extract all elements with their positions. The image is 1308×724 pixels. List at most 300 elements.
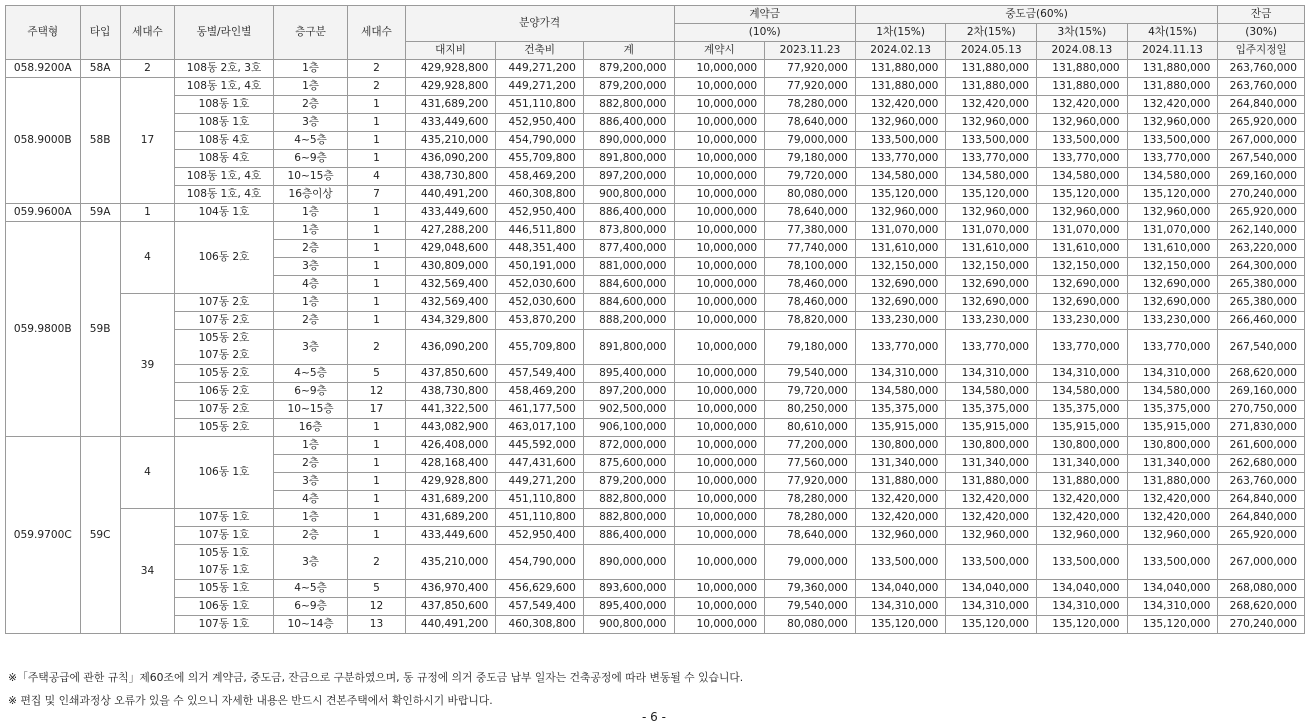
cell-m4: 134,040,000 — [1127, 580, 1218, 598]
cell-units: 2 — [348, 330, 405, 365]
cell-m1: 134,580,000 — [855, 383, 946, 401]
cell-build: 455,709,800 — [496, 150, 584, 168]
cell-units: 1 — [348, 509, 405, 527]
header-land: 대지비 — [405, 42, 496, 60]
cell-m3: 132,960,000 — [1037, 527, 1128, 545]
cell-land: 429,928,800 — [405, 78, 496, 96]
cell-total: 877,400,000 — [583, 240, 674, 258]
cell-contract-2: 80,080,000 — [765, 616, 856, 634]
cell-build: 450,191,000 — [496, 258, 584, 276]
cell-land: 437,850,600 — [405, 365, 496, 383]
cell-m4: 134,310,000 — [1127, 598, 1218, 616]
cell-balance: 268,620,000 — [1218, 598, 1305, 616]
cell-contract-2: 77,920,000 — [765, 473, 856, 491]
cell-m3: 132,420,000 — [1037, 509, 1128, 527]
cell-contract-2: 77,200,000 — [765, 437, 856, 455]
cell-building-line — [175, 330, 274, 365]
cell-contract: 10,000,000 — [674, 580, 765, 598]
header-balance-label: 잔금 — [1218, 6, 1305, 24]
cell-type: 59B — [80, 222, 120, 437]
cell-units: 12 — [348, 383, 405, 401]
cell-total: 902,500,000 — [583, 401, 674, 419]
table-row — [6, 365, 1305, 383]
header-housing-type: 주택형 — [6, 6, 81, 60]
cell-building-line: 107동 1호 — [175, 616, 274, 634]
cell-units: 1 — [348, 527, 405, 545]
cell-housing-type: 059.9700C — [6, 437, 81, 634]
table-row — [6, 78, 1305, 96]
cell-units: 13 — [348, 616, 405, 634]
cell-m1: 132,420,000 — [855, 96, 946, 114]
cell-building-line: 105동 2호 — [175, 419, 274, 437]
cell-m1: 131,880,000 — [855, 78, 946, 96]
cell-m1: 133,500,000 — [855, 545, 946, 580]
cell-m3: 135,120,000 — [1037, 616, 1128, 634]
table-row — [6, 545, 1305, 580]
cell-contract: 10,000,000 — [674, 330, 765, 365]
cell-units: 2 — [348, 78, 405, 96]
cell-build: 460,308,800 — [496, 616, 584, 634]
cell-m4: 132,420,000 — [1127, 96, 1218, 114]
cell-households: 4 — [120, 437, 174, 509]
cell-m4: 132,960,000 — [1127, 204, 1218, 222]
header-balance-date: 입주지정일 — [1218, 42, 1305, 60]
cell-contract: 10,000,000 — [674, 78, 765, 96]
cell-contract: 10,000,000 — [674, 168, 765, 186]
cell-build: 457,549,400 — [496, 598, 584, 616]
cell-floor: 1층 — [273, 222, 348, 240]
cell-total: 875,600,000 — [583, 455, 674, 473]
cell-m3: 133,770,000 — [1037, 150, 1128, 168]
cell-land: 432,569,400 — [405, 276, 496, 294]
cell-contract-2: 79,540,000 — [765, 365, 856, 383]
cell-m1: 133,770,000 — [855, 150, 946, 168]
cell-m2: 134,310,000 — [946, 365, 1037, 383]
cell-contract: 10,000,000 — [674, 545, 765, 580]
cell-balance: 267,540,000 — [1218, 330, 1305, 365]
cell-m3: 131,610,000 — [1037, 240, 1128, 258]
cell-floor: 10~15층 — [273, 168, 348, 186]
cell-units: 4 — [348, 168, 405, 186]
cell-build: 452,030,600 — [496, 294, 584, 312]
cell-total: 893,600,000 — [583, 580, 674, 598]
cell-m2: 132,420,000 — [946, 491, 1037, 509]
cell-contract: 10,000,000 — [674, 114, 765, 132]
cell-balance: 264,840,000 — [1218, 96, 1305, 114]
cell-m3: 134,040,000 — [1037, 580, 1128, 598]
cell-units: 1 — [348, 473, 405, 491]
cell-total: 906,100,000 — [583, 419, 674, 437]
cell-contract-2: 78,280,000 — [765, 509, 856, 527]
cell-build: 456,629,600 — [496, 580, 584, 598]
cell-floor: 6~9층 — [273, 383, 348, 401]
cell-m2: 132,960,000 — [946, 114, 1037, 132]
cell-contract-2: 79,720,000 — [765, 383, 856, 401]
cell-land: 435,210,000 — [405, 545, 496, 580]
cell-building-line: 108동 2호, 3호 — [175, 60, 274, 78]
cell-floor: 1층 — [273, 60, 348, 78]
cell-land: 437,850,600 — [405, 598, 496, 616]
cell-m1: 131,070,000 — [855, 222, 946, 240]
cell-land: 426,408,000 — [405, 437, 496, 455]
cell-contract: 10,000,000 — [674, 383, 765, 401]
cell-m3: 134,580,000 — [1037, 383, 1128, 401]
cell-m1: 135,120,000 — [855, 186, 946, 204]
cell-contract-2: 80,250,000 — [765, 401, 856, 419]
cell-build: 447,431,600 — [496, 455, 584, 473]
cell-total: 891,800,000 — [583, 150, 674, 168]
cell-contract: 10,000,000 — [674, 96, 765, 114]
cell-build: 452,950,400 — [496, 114, 584, 132]
table-row — [6, 96, 1305, 114]
cell-balance: 270,750,000 — [1218, 401, 1305, 419]
cell-m3: 134,580,000 — [1037, 168, 1128, 186]
cell-building-line: 106동 1호 — [175, 437, 274, 509]
building-line-item: 105동 2호 — [198, 332, 250, 344]
cell-land: 436,090,200 — [405, 150, 496, 168]
cell-units: 2 — [348, 545, 405, 580]
cell-building-line: 108동 1호, 4호 — [175, 168, 274, 186]
cell-contract: 10,000,000 — [674, 473, 765, 491]
cell-floor: 10~15층 — [273, 401, 348, 419]
table-row — [6, 383, 1305, 401]
cell-land: 441,322,500 — [405, 401, 496, 419]
cell-m1: 132,960,000 — [855, 527, 946, 545]
cell-contract-2: 78,820,000 — [765, 312, 856, 330]
header-floor-group: 층구분 — [273, 6, 348, 60]
cell-households: 17 — [120, 78, 174, 204]
cell-contract: 10,000,000 — [674, 419, 765, 437]
cell-contract-2: 78,640,000 — [765, 527, 856, 545]
cell-m1: 131,610,000 — [855, 240, 946, 258]
cell-balance: 266,460,000 — [1218, 312, 1305, 330]
cell-balance: 270,240,000 — [1218, 616, 1305, 634]
cell-m2: 132,960,000 — [946, 527, 1037, 545]
cell-land: 430,809,000 — [405, 258, 496, 276]
cell-m1: 134,040,000 — [855, 580, 946, 598]
cell-building-line: 107동 1호 — [175, 527, 274, 545]
cell-units: 1 — [348, 294, 405, 312]
header-contract-pct: (10%) — [674, 24, 855, 42]
cell-balance: 263,760,000 — [1218, 473, 1305, 491]
cell-m3: 135,120,000 — [1037, 186, 1128, 204]
cell-floor: 1층 — [273, 509, 348, 527]
cell-balance: 262,140,000 — [1218, 222, 1305, 240]
cell-build: 449,271,200 — [496, 78, 584, 96]
cell-contract: 10,000,000 — [674, 509, 765, 527]
cell-build: 446,511,800 — [496, 222, 584, 240]
cell-m2: 131,880,000 — [946, 78, 1037, 96]
cell-contract: 10,000,000 — [674, 598, 765, 616]
cell-m4: 132,420,000 — [1127, 509, 1218, 527]
cell-contract-2: 80,080,000 — [765, 186, 856, 204]
cell-units: 7 — [348, 186, 405, 204]
cell-floor: 3층 — [273, 545, 348, 580]
cell-units: 1 — [348, 491, 405, 509]
cell-m2: 135,915,000 — [946, 419, 1037, 437]
cell-units: 1 — [348, 222, 405, 240]
cell-floor: 4층 — [273, 491, 348, 509]
cell-units: 1 — [348, 150, 405, 168]
table-row — [6, 204, 1305, 222]
cell-land: 429,928,800 — [405, 473, 496, 491]
cell-build: 452,030,600 — [496, 276, 584, 294]
cell-units: 1 — [348, 96, 405, 114]
cell-total: 872,000,000 — [583, 437, 674, 455]
cell-floor: 4~5층 — [273, 132, 348, 150]
cell-contract: 10,000,000 — [674, 258, 765, 276]
cell-m1: 132,420,000 — [855, 491, 946, 509]
cell-m2: 132,690,000 — [946, 276, 1037, 294]
cell-contract-2: 78,460,000 — [765, 276, 856, 294]
cell-units: 1 — [348, 276, 405, 294]
cell-m4: 131,880,000 — [1127, 60, 1218, 78]
header-m1-date: 2024.02.13 — [855, 42, 946, 60]
cell-m4: 132,690,000 — [1127, 294, 1218, 312]
header-balance-pct: (30%) — [1218, 24, 1305, 42]
cell-total: 879,200,000 — [583, 473, 674, 491]
cell-floor: 1층 — [273, 78, 348, 96]
cell-m1: 132,420,000 — [855, 509, 946, 527]
cell-households: 39 — [120, 294, 174, 437]
cell-m4: 134,310,000 — [1127, 365, 1218, 383]
cell-contract: 10,000,000 — [674, 204, 765, 222]
cell-m2: 132,690,000 — [946, 294, 1037, 312]
cell-contract: 10,000,000 — [674, 186, 765, 204]
cell-build: 451,110,800 — [496, 509, 584, 527]
cell-build: 454,790,000 — [496, 545, 584, 580]
cell-m3: 132,420,000 — [1037, 96, 1128, 114]
cell-m4: 132,690,000 — [1127, 276, 1218, 294]
cell-m4: 131,880,000 — [1127, 473, 1218, 491]
cell-m2: 134,580,000 — [946, 383, 1037, 401]
table-row — [6, 168, 1305, 186]
cell-build: 457,549,400 — [496, 365, 584, 383]
table-row — [6, 330, 1305, 365]
building-line-item: 107동 2호 — [198, 349, 250, 361]
cell-land: 438,730,800 — [405, 383, 496, 401]
cell-balance: 268,080,000 — [1218, 580, 1305, 598]
cell-m2: 135,120,000 — [946, 186, 1037, 204]
header-households: 세대수 — [120, 6, 174, 60]
table-row — [6, 150, 1305, 168]
cell-m2: 134,580,000 — [946, 168, 1037, 186]
cell-m2: 133,770,000 — [946, 150, 1037, 168]
cell-total: 882,800,000 — [583, 509, 674, 527]
table-row — [6, 527, 1305, 545]
cell-m4: 134,580,000 — [1127, 168, 1218, 186]
cell-m1: 131,880,000 — [855, 60, 946, 78]
cell-land: 429,048,600 — [405, 240, 496, 258]
cell-contract-2: 78,100,000 — [765, 258, 856, 276]
header-middle-label: 중도금(60%) — [855, 6, 1218, 24]
cell-floor: 3층 — [273, 258, 348, 276]
cell-floor: 1층 — [273, 204, 348, 222]
cell-units: 1 — [348, 114, 405, 132]
cell-m2: 132,420,000 — [946, 96, 1037, 114]
cell-m4: 132,420,000 — [1127, 491, 1218, 509]
cell-contract: 10,000,000 — [674, 455, 765, 473]
cell-contract-2: 77,380,000 — [765, 222, 856, 240]
cell-floor: 16층이상 — [273, 186, 348, 204]
cell-building-line: 108동 4호 — [175, 150, 274, 168]
header-building-line: 동별/라인별 — [175, 6, 274, 60]
cell-balance: 263,760,000 — [1218, 78, 1305, 96]
cell-m2: 131,070,000 — [946, 222, 1037, 240]
cell-building-line: 107동 2호 — [175, 294, 274, 312]
cell-m1: 133,230,000 — [855, 312, 946, 330]
cell-contract-2: 77,920,000 — [765, 78, 856, 96]
cell-contract: 10,000,000 — [674, 276, 765, 294]
cell-build: 460,308,800 — [496, 186, 584, 204]
table-row — [6, 186, 1305, 204]
cell-balance: 261,600,000 — [1218, 437, 1305, 455]
table-row — [6, 580, 1305, 598]
table-row — [6, 60, 1305, 78]
cell-units: 5 — [348, 365, 405, 383]
header-m2-date: 2024.05.13 — [946, 42, 1037, 60]
cell-m4: 134,580,000 — [1127, 383, 1218, 401]
cell-floor: 2층 — [273, 240, 348, 258]
cell-m4: 132,150,000 — [1127, 258, 1218, 276]
table-row — [6, 222, 1305, 240]
footnote-rule: ※「주택공급에 관한 규칙」제60조에 의거 계약금, 중도금, 잔금으로 구분하였으며, 동 규정에 의거 중도금 납부 일자는 건축공정에 따라 변동될 수 있습니다. — [8, 671, 744, 684]
cell-m4: 132,960,000 — [1127, 114, 1218, 132]
cell-total: 881,000,000 — [583, 258, 674, 276]
cell-build: 452,950,400 — [496, 204, 584, 222]
cell-contract: 10,000,000 — [674, 527, 765, 545]
cell-land: 431,689,200 — [405, 491, 496, 509]
cell-floor: 3층 — [273, 473, 348, 491]
cell-m3: 132,150,000 — [1037, 258, 1128, 276]
header-households2: 세대수 — [348, 6, 405, 60]
cell-contract-2: 80,610,000 — [765, 419, 856, 437]
header-m3-date: 2024.08.13 — [1037, 42, 1128, 60]
cell-m3: 133,230,000 — [1037, 312, 1128, 330]
cell-total: 890,000,000 — [583, 545, 674, 580]
cell-contract: 10,000,000 — [674, 222, 765, 240]
cell-total: 895,400,000 — [583, 365, 674, 383]
cell-households: 1 — [120, 204, 174, 222]
cell-total: 897,200,000 — [583, 168, 674, 186]
cell-land: 440,491,200 — [405, 616, 496, 634]
cell-m4: 130,800,000 — [1127, 437, 1218, 455]
header-m3: 3차(15%) — [1037, 24, 1128, 42]
cell-balance: 267,540,000 — [1218, 150, 1305, 168]
cell-units: 1 — [348, 312, 405, 330]
cell-contract: 10,000,000 — [674, 365, 765, 383]
cell-m4: 131,070,000 — [1127, 222, 1218, 240]
cell-floor: 2층 — [273, 527, 348, 545]
cell-contract: 10,000,000 — [674, 60, 765, 78]
cell-build: 455,709,800 — [496, 330, 584, 365]
cell-m3: 131,880,000 — [1037, 60, 1128, 78]
cell-balance: 267,000,000 — [1218, 545, 1305, 580]
cell-m3: 133,500,000 — [1037, 132, 1128, 150]
cell-m2: 135,375,000 — [946, 401, 1037, 419]
cell-housing-type: 059.9600A — [6, 204, 81, 222]
cell-contract: 10,000,000 — [674, 616, 765, 634]
cell-contract: 10,000,000 — [674, 150, 765, 168]
cell-build: 451,110,800 — [496, 491, 584, 509]
cell-total: 884,600,000 — [583, 294, 674, 312]
cell-total: 886,400,000 — [583, 204, 674, 222]
cell-m4: 131,880,000 — [1127, 78, 1218, 96]
cell-build: 461,177,500 — [496, 401, 584, 419]
cell-land: 429,928,800 — [405, 60, 496, 78]
cell-floor: 1층 — [273, 437, 348, 455]
cell-m1: 133,500,000 — [855, 132, 946, 150]
cell-households: 34 — [120, 509, 174, 634]
cell-balance: 265,380,000 — [1218, 294, 1305, 312]
cell-build: 449,271,200 — [496, 473, 584, 491]
cell-m2: 131,340,000 — [946, 455, 1037, 473]
cell-build: 449,271,200 — [496, 60, 584, 78]
cell-m3: 134,310,000 — [1037, 365, 1128, 383]
cell-units: 1 — [348, 240, 405, 258]
cell-contract-2: 78,280,000 — [765, 96, 856, 114]
cell-m4: 133,500,000 — [1127, 545, 1218, 580]
cell-m1: 135,915,000 — [855, 419, 946, 437]
cell-m3: 130,800,000 — [1037, 437, 1128, 455]
cell-floor: 6~9층 — [273, 598, 348, 616]
sale-price-table — [5, 5, 1305, 634]
cell-m1: 135,120,000 — [855, 616, 946, 634]
cell-contract: 10,000,000 — [674, 437, 765, 455]
cell-m3: 133,770,000 — [1037, 330, 1128, 365]
cell-land: 427,288,200 — [405, 222, 496, 240]
cell-m3: 131,070,000 — [1037, 222, 1128, 240]
cell-m3: 135,375,000 — [1037, 401, 1128, 419]
cell-land: 431,689,200 — [405, 509, 496, 527]
cell-floor: 2층 — [273, 312, 348, 330]
cell-total: 882,800,000 — [583, 96, 674, 114]
cell-floor: 10~14층 — [273, 616, 348, 634]
cell-m2: 133,500,000 — [946, 132, 1037, 150]
cell-balance: 263,760,000 — [1218, 60, 1305, 78]
cell-total: 897,200,000 — [583, 383, 674, 401]
cell-m3: 132,960,000 — [1037, 114, 1128, 132]
cell-total: 882,800,000 — [583, 491, 674, 509]
cell-balance: 265,920,000 — [1218, 527, 1305, 545]
cell-units: 1 — [348, 204, 405, 222]
cell-land: 434,329,800 — [405, 312, 496, 330]
table-header — [6, 6, 1305, 60]
cell-m1: 132,960,000 — [855, 114, 946, 132]
cell-m4: 135,375,000 — [1127, 401, 1218, 419]
cell-m3: 132,690,000 — [1037, 276, 1128, 294]
cell-build: 453,870,200 — [496, 312, 584, 330]
cell-land: 436,970,400 — [405, 580, 496, 598]
cell-m3: 132,420,000 — [1037, 491, 1128, 509]
cell-building-line: 106동 2호 — [175, 383, 274, 401]
cell-contract-2: 79,180,000 — [765, 150, 856, 168]
cell-balance: 263,220,000 — [1218, 240, 1305, 258]
cell-balance: 270,240,000 — [1218, 186, 1305, 204]
cell-contract-2: 78,460,000 — [765, 294, 856, 312]
cell-balance: 265,920,000 — [1218, 204, 1305, 222]
cell-land: 433,449,600 — [405, 527, 496, 545]
cell-total: 888,200,000 — [583, 312, 674, 330]
cell-balance: 265,380,000 — [1218, 276, 1305, 294]
table-row — [6, 437, 1305, 455]
cell-m1: 131,880,000 — [855, 473, 946, 491]
cell-total: 900,800,000 — [583, 616, 674, 634]
cell-contract: 10,000,000 — [674, 491, 765, 509]
cell-total: 895,400,000 — [583, 598, 674, 616]
header-m2: 2차(15%) — [946, 24, 1037, 42]
cell-building-line: 108동 1호 — [175, 114, 274, 132]
